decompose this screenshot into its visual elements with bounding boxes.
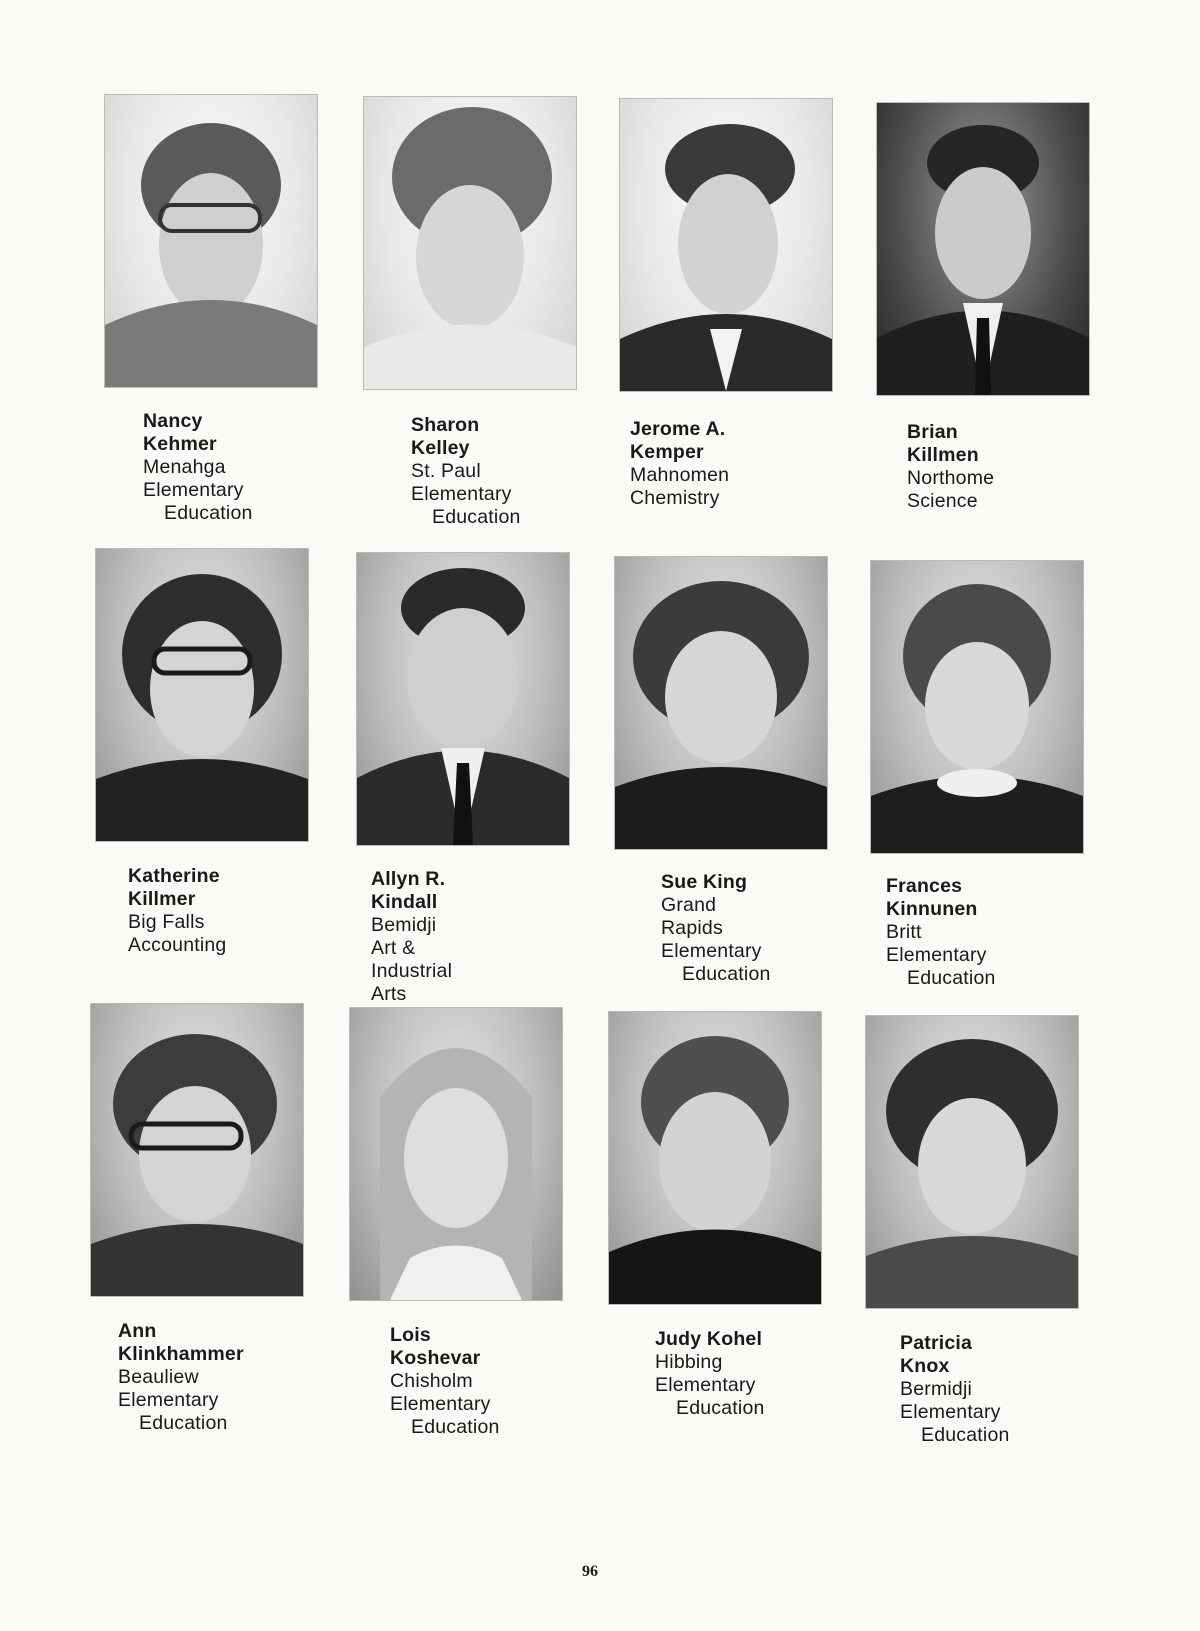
student-photo — [105, 95, 317, 387]
student-major: Art & Industrial Arts — [371, 937, 453, 1005]
student-hometown: Northome — [907, 467, 995, 489]
student-major: Education — [921, 1424, 1010, 1446]
student-photo — [866, 1016, 1078, 1308]
student-photo — [871, 561, 1083, 853]
student-caption — [886, 875, 996, 990]
student-name: Jerome A. Kemper — [630, 418, 726, 463]
student-caption — [411, 414, 521, 529]
student-major: Chemistry — [630, 487, 720, 509]
student-photo — [364, 97, 576, 389]
student-major: Education — [411, 1416, 500, 1438]
student-major: Elementary — [661, 940, 762, 962]
student-caption — [128, 865, 240, 957]
student-photo — [620, 99, 832, 391]
student-hometown: Chisholm — [390, 1370, 473, 1392]
student-photo — [877, 103, 1089, 395]
student-hometown: St. Paul — [411, 460, 481, 482]
student-hometown: Grand Rapids — [661, 894, 723, 939]
student-photo — [91, 1004, 303, 1296]
student-major: Elementary — [886, 944, 987, 966]
student-hometown: Hibbing — [655, 1351, 723, 1373]
student-major: Education — [432, 506, 521, 528]
student-hometown: Menahga — [143, 456, 226, 478]
student-caption — [900, 1332, 1010, 1447]
student-name: Brian Killmen — [907, 421, 979, 466]
student-hometown: Big Falls — [128, 911, 205, 933]
student-hometown: Britt — [886, 921, 922, 943]
student-major: Elementary — [655, 1374, 756, 1396]
student-major: Education — [164, 502, 253, 524]
student-caption — [907, 421, 994, 513]
student-major: Education — [907, 967, 996, 989]
student-major: Science — [907, 490, 978, 512]
student-major: Elementary — [411, 483, 512, 505]
student-major: Education — [682, 963, 771, 985]
student-photo — [350, 1008, 562, 1300]
student-caption — [630, 418, 729, 510]
student-name: Judy Kohel — [655, 1328, 763, 1350]
student-major: Education — [139, 1412, 228, 1434]
student-photo — [609, 1012, 821, 1304]
student-name: Sharon Kelley — [411, 414, 480, 459]
student-hometown: Beauliew — [118, 1366, 199, 1388]
student-name: Patricia Knox — [900, 1332, 973, 1377]
student-caption — [143, 410, 253, 525]
student-name: Sue King — [661, 871, 748, 893]
student-major: Elementary — [900, 1401, 1001, 1423]
student-name: Nancy Kehmer — [143, 410, 217, 455]
student-hometown: Bermidji — [900, 1378, 973, 1400]
student-hometown: Bemidji — [371, 914, 437, 936]
student-major: Education — [676, 1397, 765, 1419]
student-name: Ann Klinkhammer — [118, 1320, 244, 1365]
student-major: Accounting — [128, 934, 227, 956]
student-photo — [615, 557, 827, 849]
student-hometown: Mahnomen — [630, 464, 730, 486]
student-name: Allyn R. Kindall — [371, 868, 446, 913]
student-name: Frances Kinnunen — [886, 875, 978, 920]
student-major: Elementary — [143, 479, 244, 501]
student-caption — [661, 871, 771, 986]
student-caption — [118, 1320, 244, 1435]
page-number: 96 — [582, 1563, 598, 1580]
student-caption — [390, 1324, 500, 1439]
student-name: Katherine Killmer — [128, 865, 220, 910]
student-photo — [357, 553, 569, 845]
student-caption — [655, 1328, 765, 1420]
student-major: Elementary — [118, 1389, 219, 1411]
student-photo — [96, 549, 308, 841]
student-name: Lois Koshevar — [390, 1324, 481, 1369]
student-caption — [371, 868, 452, 1006]
student-major: Elementary — [390, 1393, 491, 1415]
